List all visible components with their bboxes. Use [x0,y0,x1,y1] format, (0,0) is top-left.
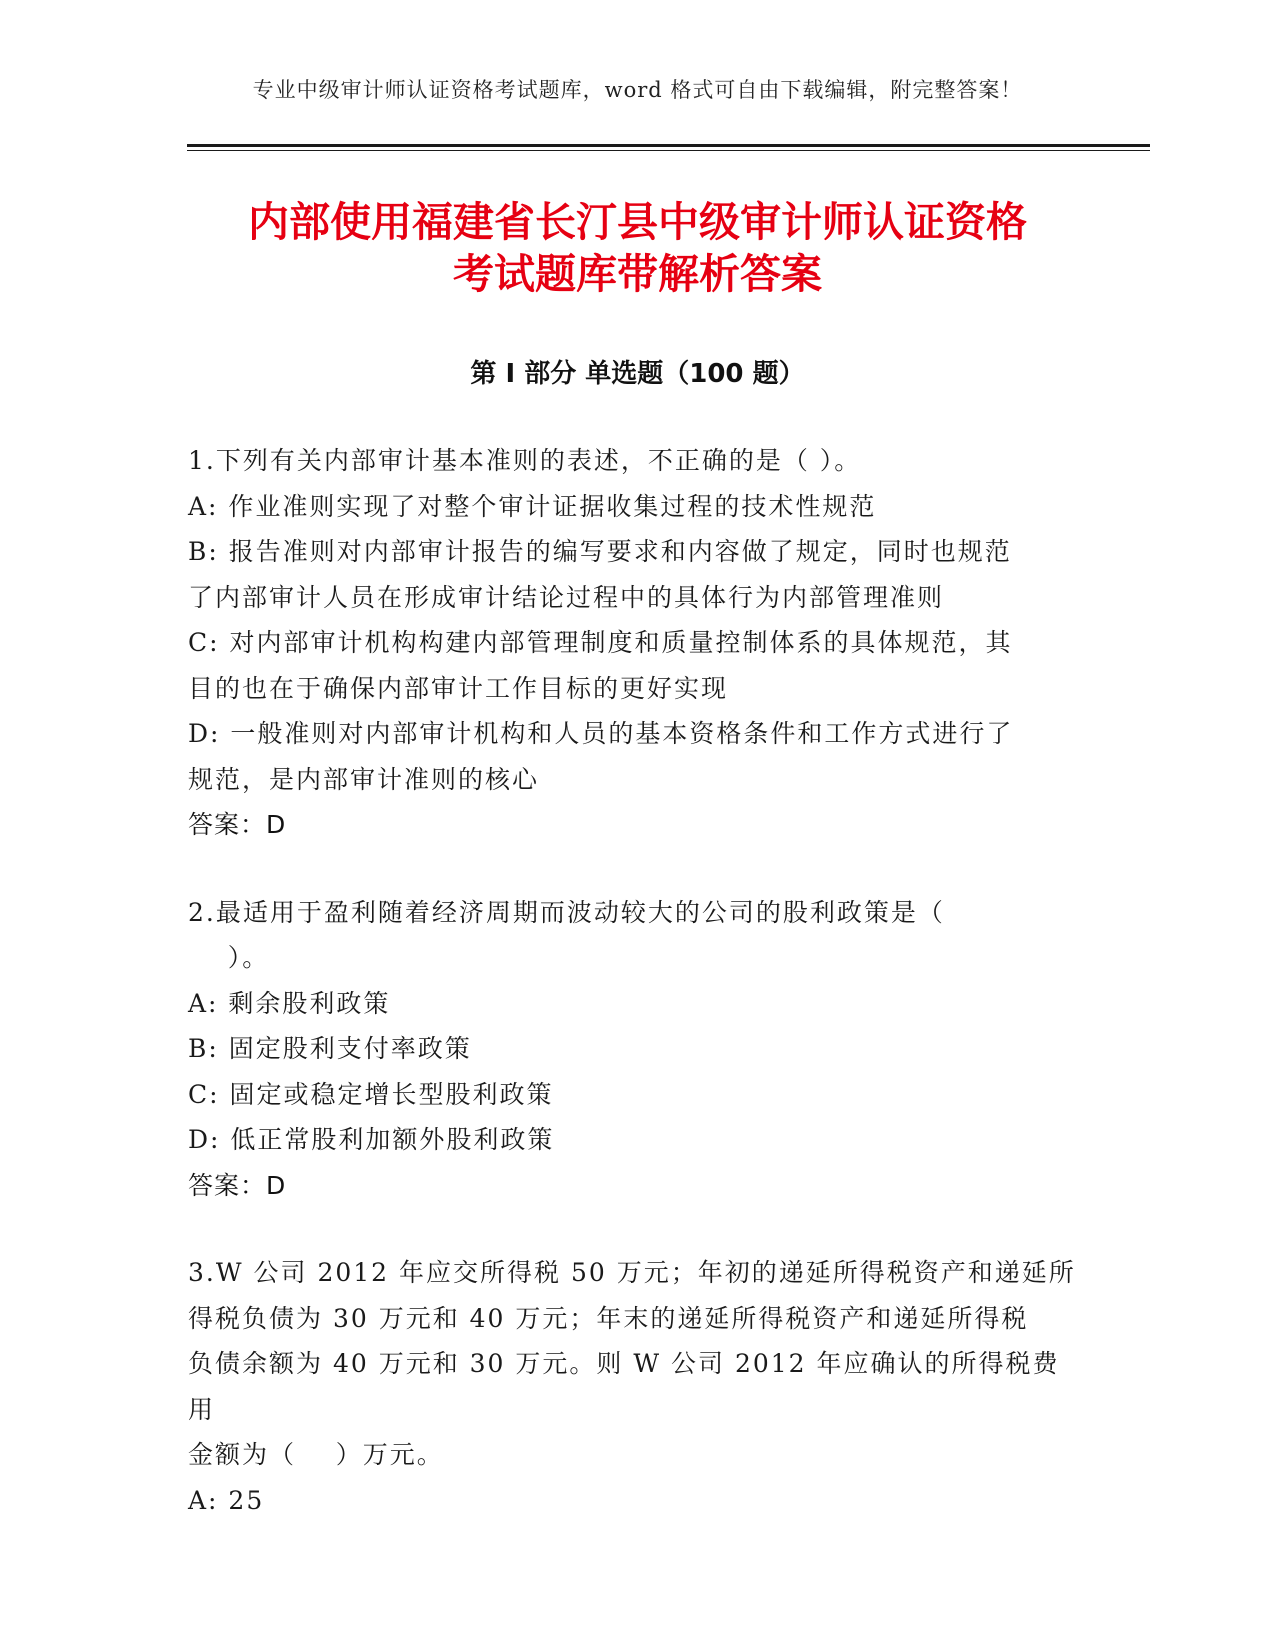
question-2-stem-cont: ）。 [188,943,270,972]
question-2-option-a: A: 剩余股利政策 [188,988,391,1018]
question-2-stem: 2.最适用于盈利随着经济周期而波动较大的公司的股利政策是（ [188,897,945,927]
question-1-answer: 答案：D [188,810,287,839]
section-heading: 第 I 部分 单选题（100 题） [470,359,805,389]
question-3 [188,1250,1078,1523]
question-1-option-c-cont: 目的也在于确保内部审计工作目标的更好实现 [188,673,729,703]
question-1-option-c: C: 对内部审计机构构建内部管理制度和质量控制体系的具体规范，其 [188,628,1013,657]
question-2-answer: 答案：D [188,1170,287,1200]
question-3-stem-cont-2: 负债余额为 40 万元和 30 万元。则 W 公司 2012 年应确认的所得税费用 [188,1349,1060,1424]
document-title [150,196,1125,300]
question-3-stem: 3.W 公司 2012 年应交所得税 50 万元；年初的递延所得税资产和递延所 [188,1258,1076,1287]
header-divider-thin [187,150,1150,151]
question-1-option-a: A: 作业准则实现了对整个审计证据收集过程的技术性规范 [188,491,877,521]
question-1-stem: 1.下列有关内部审计基本准则的表述，不正确的是（ ）。 [188,446,862,475]
question-1 [188,438,1078,848]
question-1-option-d: D: 一般准则对内部审计机构和人员的基本资格条件和工作方式进行了 [188,719,1014,748]
document-title-line-1: 内部使用福建省长汀县中级审计师认证资格 [248,198,1027,246]
question-2-option-c: C: 固定或稳定增长型股利政策 [188,1079,554,1109]
question-3-option-a: A: 25 [188,1485,265,1515]
question-2 [188,890,1078,1209]
question-1-option-d-cont: 规范，是内部审计准则的核心 [188,764,540,794]
question-3-stem-cont-3: 金额为（ ）万元。 [188,1440,444,1469]
question-list [188,438,1078,1565]
question-2-option-b: B: 固定股利支付率政策 [188,1034,472,1063]
question-1-option-b: B: 报告准则对内部审计报告的编写要求和内容做了规定，同时也规范 [188,537,1012,566]
document-title-line-2: 考试题库带解析答案 [453,250,822,298]
question-3-stem-cont-1: 得税负债为 30 万元和 40 万元；年末的递延所得税资产和递延所得税 [188,1303,1029,1333]
page-header: 专业中级审计师认证资格考试题库，word 格式可自由下载编辑，附完整答案！ [252,78,1023,102]
header-divider-thick [187,144,1150,147]
question-2-option-d: D: 低正常股利加额外股利政策 [188,1125,555,1154]
question-1-option-b-cont: 了内部审计人员在形成审计结论过程中的具体行为内部管理准则 [188,582,945,612]
